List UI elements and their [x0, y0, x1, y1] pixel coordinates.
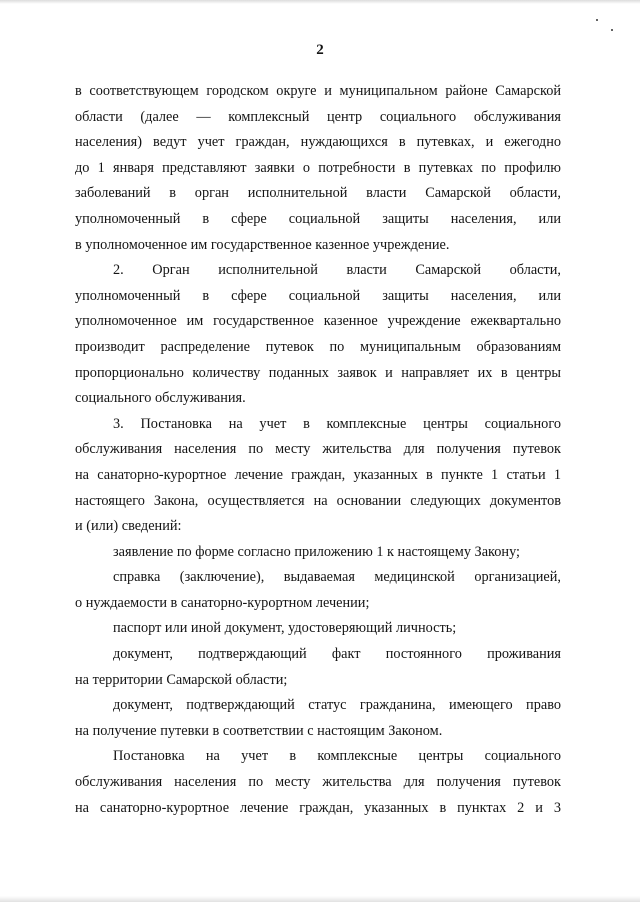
- text-line: заболеваний в орган исполнительной власти Самарской области,: [75, 185, 561, 202]
- text-line: в уполномоченное им государственное казенное учреждение.: [75, 236, 450, 253]
- page-number: 2: [316, 42, 324, 58]
- text-line: уполномоченное им государственное казенное учреждение ежеквартально: [75, 313, 561, 330]
- text-line: 2. Орган исполнительной власти Самарской области,: [113, 262, 561, 279]
- scan-edge-top: [0, 0, 640, 4]
- text-line: заявление по форме согласно приложению 1 к настоящему Закону;: [113, 543, 520, 560]
- text-line: на санаторно-курортное лечение граждан, указанных в пунктах 2 и 3: [75, 799, 561, 816]
- text-line: производит распределение путевок по муниципальным образованиям: [75, 338, 561, 355]
- text-line: паспорт или иной документ, удостоверяющий личность;: [113, 620, 457, 637]
- scan-speck: [611, 29, 613, 31]
- text-line: обслуживания населения по месту жительства для получения путевок: [75, 774, 561, 791]
- text-line: до 1 января представляют заявки о потребности в путевках по профилю: [75, 159, 561, 176]
- text-line: уполномоченный в сфере социальной защиты населения, или: [75, 287, 561, 304]
- text-line: социального обслуживания.: [75, 390, 246, 407]
- text-line: о нуждаемости в санаторно-курортном лечении;: [75, 594, 370, 611]
- text-line: настоящего Закона, осуществляется на основании следующих документов: [75, 492, 561, 509]
- text-line: пропорционально количеству поданных заявок и направляет их в центры: [75, 364, 561, 381]
- text-line: справка (заключение), выдаваемая медицинской организацией,: [113, 569, 561, 586]
- text-line: в соответствующем городском округе и муниципальном районе Самарской: [75, 83, 561, 99]
- text-line: документ, подтверждающий статус гражданина, имеющего право: [113, 697, 561, 714]
- text-line: на территории Самарской области;: [75, 671, 288, 688]
- text-line: 3. Постановка на учет в комплексные центры социального: [113, 415, 561, 432]
- text-line: области (далее — комплексный центр социального обслуживания: [75, 108, 561, 125]
- text-line: уполномоченный в сфере социальной защиты населения, или: [75, 210, 561, 227]
- text-line: на получение путевки в соответствии с настоящим Законом.: [75, 722, 443, 739]
- scan-speck: [596, 19, 598, 21]
- scan-edge-bottom: [0, 896, 640, 902]
- text-line: обслуживания населения по месту жительства для получения путевок: [75, 441, 561, 458]
- text-line: документ, подтверждающий факт постоянного проживания: [113, 646, 561, 663]
- text-line: и (или) сведений:: [75, 518, 182, 535]
- body-text: [75, 79, 561, 821]
- text-line: населения) ведут учет граждан, нуждающихся в путевках, и ежегодно: [75, 134, 561, 151]
- text-line: на санаторно-курортное лечение граждан, указанных в пункте 1 статьи 1: [75, 466, 561, 483]
- text-line: Постановка на учет в комплексные центры социального: [113, 748, 561, 765]
